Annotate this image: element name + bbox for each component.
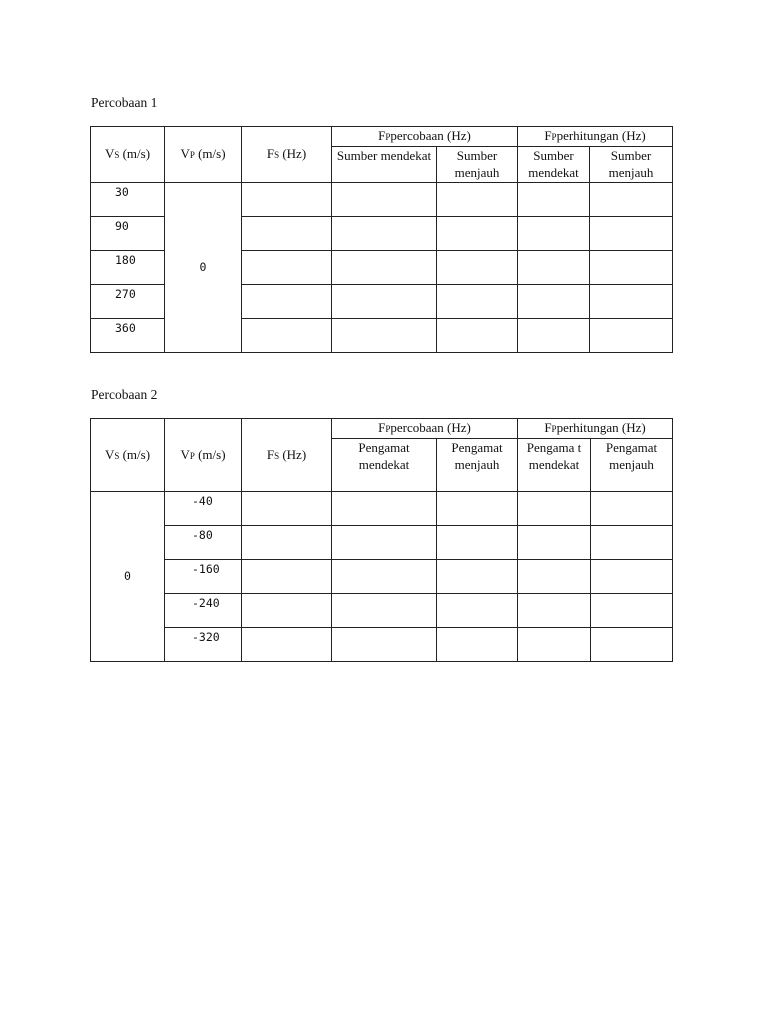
subheader-sumber-mendekat: Sumber mendekat [518, 147, 590, 183]
table-cell [332, 492, 437, 526]
vp-value: 0 [199, 260, 207, 274]
table-cell [332, 594, 437, 628]
table-cell [332, 560, 437, 594]
header-vs: VS (m/s) [91, 419, 165, 492]
vp-value-cell [165, 560, 242, 594]
table-cell [518, 594, 591, 628]
table-cell [590, 217, 673, 251]
table-cell [518, 526, 591, 560]
table-cell [332, 526, 437, 560]
subheader-sumber-menjauh: Sumber menjauh [590, 147, 673, 183]
table-cell [437, 217, 518, 251]
vp-value: -320 [192, 630, 220, 644]
table-percobaan-1 [90, 126, 673, 353]
header-fp-percobaan: FPpercobaan (Hz) [332, 419, 518, 439]
vs-value-cell [91, 183, 165, 217]
table-percobaan-2 [90, 418, 673, 662]
vp-value: -160 [192, 562, 220, 576]
table-cell [518, 183, 590, 217]
subheader-pengamat-menjauh: Pengamat menjauh [591, 439, 673, 492]
table-cell [518, 319, 590, 353]
table-cell [437, 560, 518, 594]
section-title-percobaan-1: Percobaan 1 [91, 95, 158, 110]
section-title-percobaan-2: Percobaan 2 [91, 387, 158, 402]
subheader-pengamat-menjauh: Pengamat menjauh [437, 439, 518, 492]
table-cell [437, 319, 518, 353]
vp-value: -80 [192, 528, 213, 542]
header-vs: VS (m/s) [91, 127, 165, 183]
table-cell [590, 285, 673, 319]
table-cell [518, 251, 590, 285]
table-cell [332, 183, 437, 217]
table-cell [242, 628, 332, 662]
table-cell [242, 319, 332, 353]
vs-value-cell [91, 251, 165, 285]
vs-value-cell [91, 319, 165, 353]
vs-merged-cell [91, 492, 165, 662]
header-vp: VP (m/s) [165, 127, 242, 183]
vs-value: 270 [115, 287, 136, 301]
header-fs: FS (Hz) [242, 127, 332, 183]
table-cell [590, 319, 673, 353]
table-cell [437, 183, 518, 217]
subheader-sumber-menjauh: Sumber menjauh [437, 147, 518, 183]
vp-value: -240 [192, 596, 220, 610]
table-cell [332, 217, 437, 251]
vp-value-cell [165, 628, 242, 662]
header-fs: FS (Hz) [242, 419, 332, 492]
table-cell [437, 285, 518, 319]
table-cell [242, 492, 332, 526]
table-cell [518, 492, 591, 526]
table-cell [437, 492, 518, 526]
header-vp: VP (m/s) [165, 419, 242, 492]
table-cell [590, 183, 673, 217]
table-cell [518, 628, 591, 662]
vs-value: 360 [115, 321, 136, 335]
table-cell [518, 285, 590, 319]
vp-merged-cell [165, 183, 242, 353]
vp-value-cell [165, 492, 242, 526]
table-cell [591, 628, 673, 662]
subheader-pengamat-mendekat: Pengama t mendekat [518, 439, 591, 492]
subheader-pengamat-mendekat: Pengamat mendekat [332, 439, 437, 492]
table-cell [590, 251, 673, 285]
table-cell [591, 560, 673, 594]
table-cell [242, 526, 332, 560]
table-cell [518, 217, 590, 251]
table-cell [242, 217, 332, 251]
table-cell [591, 526, 673, 560]
table-cell [437, 251, 518, 285]
vs-value: 90 [115, 219, 129, 233]
table-cell [591, 492, 673, 526]
table-cell [332, 319, 437, 353]
vp-value-cell [165, 594, 242, 628]
table-cell [242, 560, 332, 594]
vs-value: 0 [124, 569, 131, 583]
vs-value-cell [91, 217, 165, 251]
vp-value-cell [165, 526, 242, 560]
table-cell [242, 183, 332, 217]
table-cell [242, 251, 332, 285]
table-cell [437, 628, 518, 662]
vs-value: 180 [115, 253, 136, 267]
table-cell [332, 251, 437, 285]
table-cell [242, 594, 332, 628]
header-fp-perhitungan: FPperhitungan (Hz) [518, 419, 673, 439]
vs-value: 30 [115, 185, 129, 199]
table-cell [518, 560, 591, 594]
header-fp-perhitungan: FPperhitungan (Hz) [518, 127, 673, 147]
table-cell [591, 594, 673, 628]
table-cell [437, 594, 518, 628]
table-cell [242, 285, 332, 319]
header-fp-percobaan: FPpercobaan (Hz) [332, 127, 518, 147]
subheader-sumber-mendekat: Sumber mendekat [332, 147, 437, 183]
vs-value-cell [91, 285, 165, 319]
vp-value: -40 [192, 494, 213, 508]
table-cell [437, 526, 518, 560]
table-cell [332, 628, 437, 662]
table-cell [332, 285, 437, 319]
